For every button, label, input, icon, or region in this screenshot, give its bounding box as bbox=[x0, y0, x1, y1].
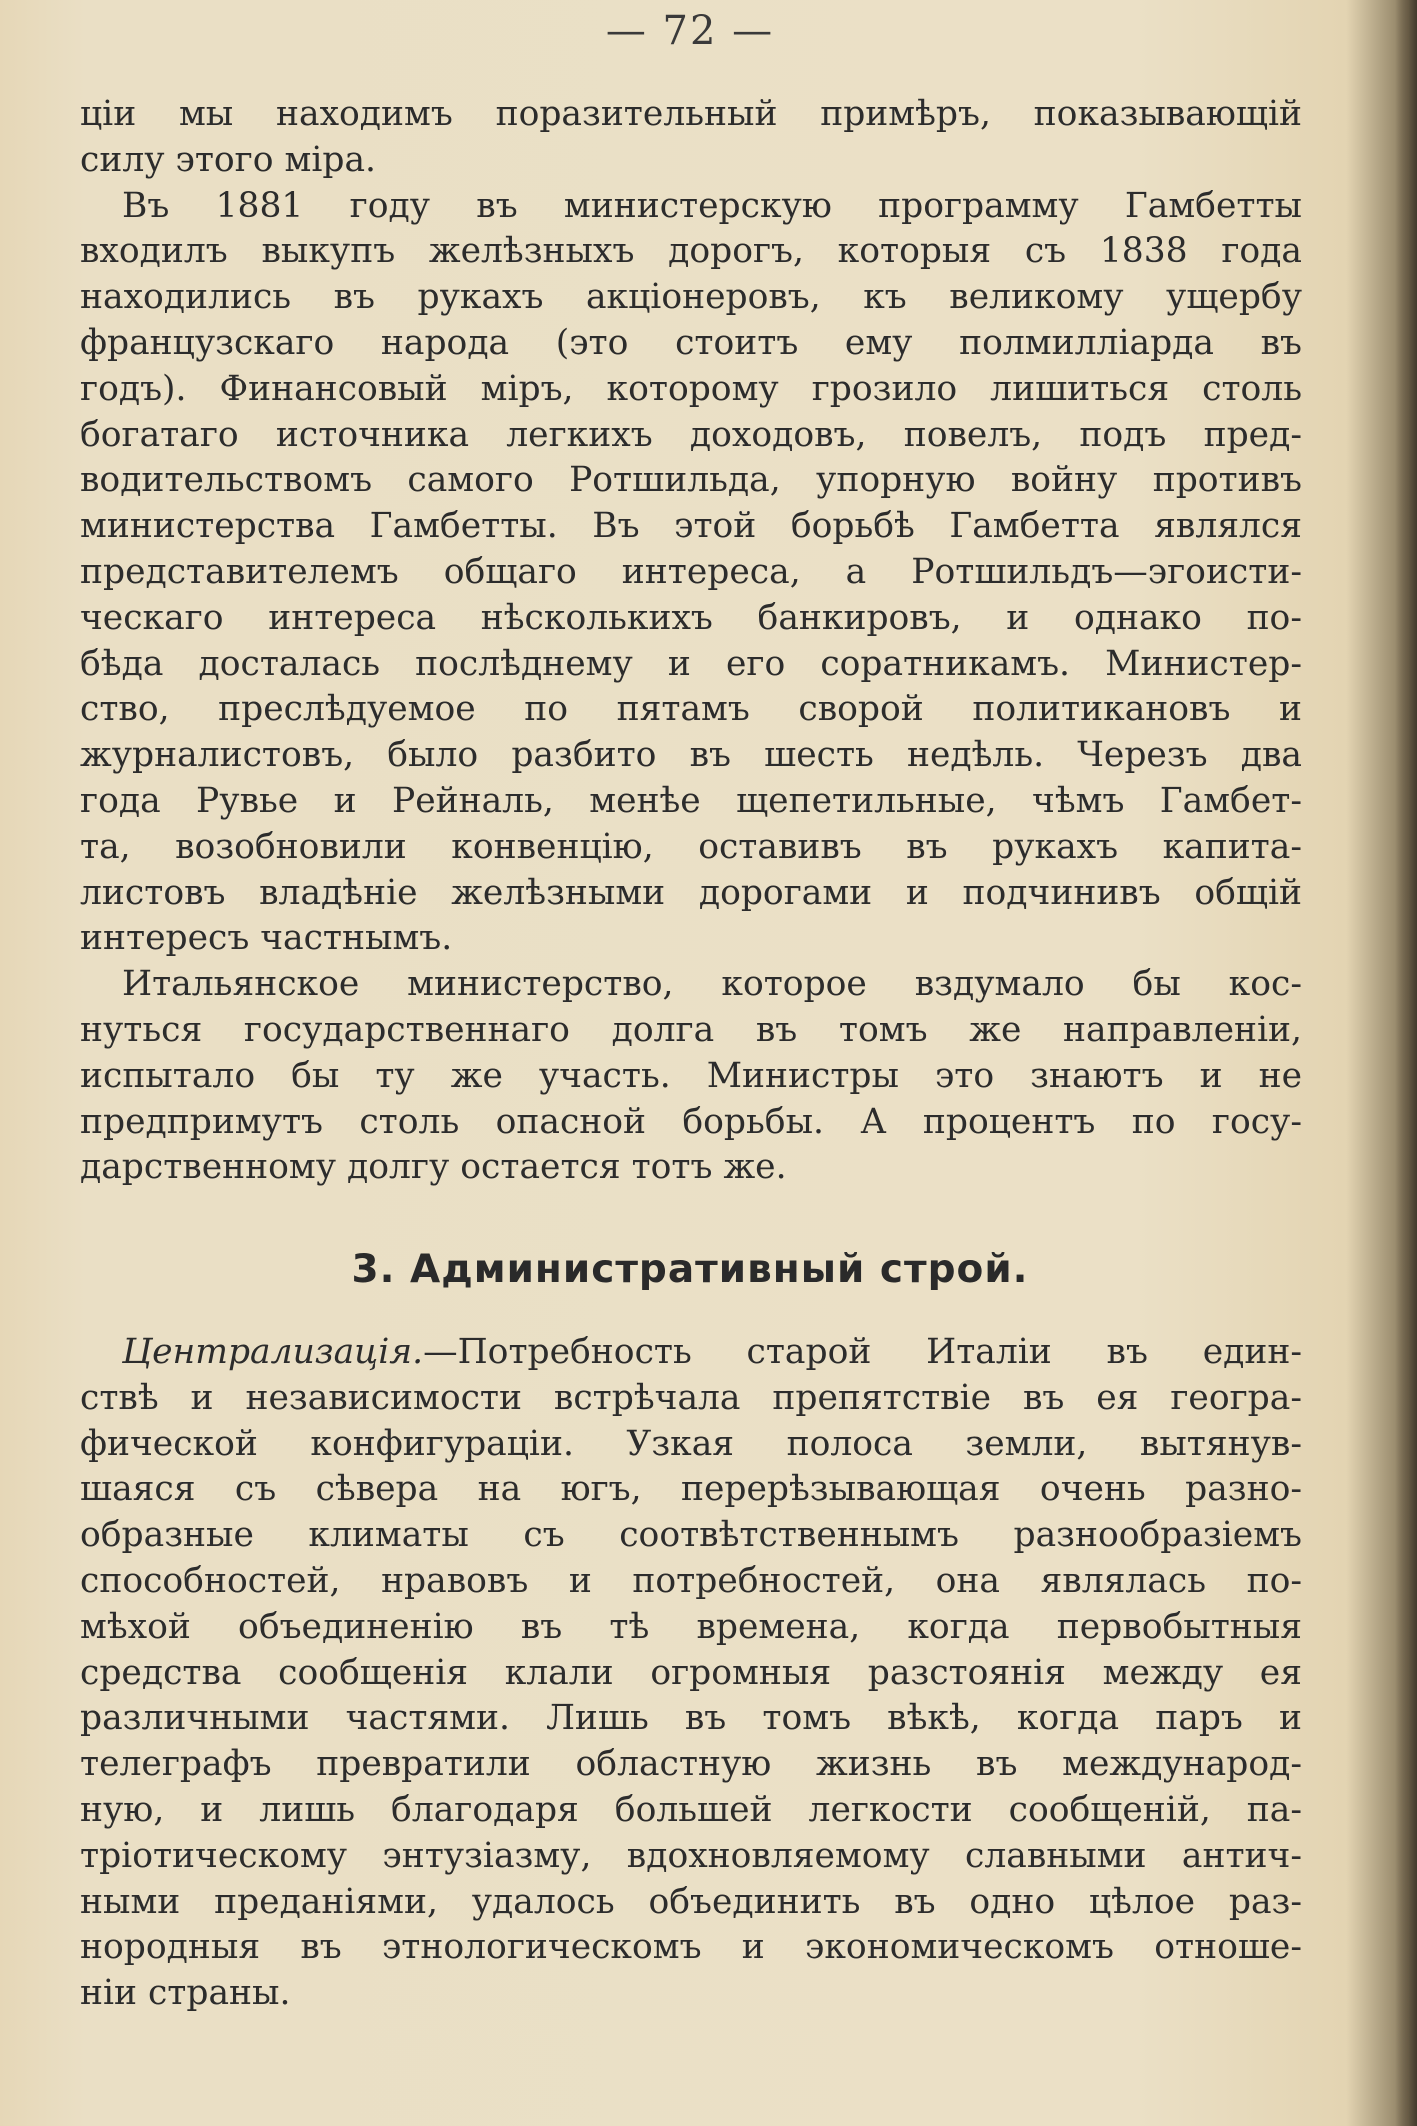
text-line: богатаго источника легкихъ доходовъ, повелъ, подъ пред- bbox=[80, 414, 1302, 455]
text-line: годъ). Финансовый міръ, которому грозило лишиться столь bbox=[80, 368, 1302, 409]
text-line: нуться государственнаго долга въ томъ же направленіи, bbox=[80, 1009, 1302, 1050]
book-spine-shadow bbox=[1395, 0, 1417, 2126]
text-line: ство, преслѣдуемое по пятамъ сворой политикановъ и bbox=[80, 689, 1302, 730]
text-line: средства сообщенія клали огромныя разстоянія между ея bbox=[80, 1652, 1302, 1693]
text-line: Въ 1881 году въ министерскую программу Гамбетты bbox=[122, 185, 1302, 226]
text-line: ными преданіями, удалось объединить въ одно цѣлое раз- bbox=[80, 1881, 1302, 1922]
text-line: входилъ выкупъ желѣзныхъ дорогъ, которыя съ 1838 года bbox=[80, 231, 1302, 272]
text-line: предпримутъ столь опасной борьбы. А процентъ по госу- bbox=[80, 1101, 1302, 1142]
text-line: водительствомъ самого Ротшильда, упорную войну противъ bbox=[80, 460, 1302, 501]
text-line: телеграфъ превратили областную жизнь въ международ- bbox=[80, 1744, 1302, 1785]
text-line: листовъ владѣніе желѣзными дорогами и подчинивъ общій bbox=[80, 872, 1302, 913]
text-line: интересъ частнымъ. bbox=[80, 918, 453, 959]
text-line: ціи мы находимъ поразительный примѣръ, показывающій bbox=[80, 94, 1302, 134]
text-line: шаяся съ сѣвера на югъ, перерѣзывающая очень разно- bbox=[80, 1469, 1302, 1510]
text-line: ніи страны. bbox=[80, 1973, 291, 2014]
section-term: Централизація. bbox=[122, 1332, 424, 1372]
text-line: бѣда досталась послѣднему и его соратникамъ. Министер- bbox=[80, 643, 1302, 684]
text-line: Итальянское министерство, которое вздумало бы кос- bbox=[122, 964, 1302, 1005]
text-line: способностей, нравовъ и потребностей, она являлась по- bbox=[80, 1560, 1302, 1601]
text-line: ческаго интереса нѣсколькихъ банкировъ, и однако по- bbox=[80, 597, 1302, 638]
text-line: министерства Гамбетты. Въ этой борьбѣ Гамбетта являлся bbox=[80, 506, 1302, 547]
text-line: дарственному долгу остается тотъ же. bbox=[80, 1147, 787, 1188]
body-text-top bbox=[80, 92, 1302, 1191]
text-line: находились въ рукахъ акціонеровъ, къ великому ущербу bbox=[80, 277, 1302, 318]
text-line-rest: —Потребность старой Италіи въ един- bbox=[423, 1332, 1302, 1372]
text-line: силу этого міра. bbox=[80, 139, 376, 180]
text-line: различными частями. Лишь въ томъ вѣкѣ, когда паръ и bbox=[80, 1698, 1302, 1739]
text-line: французскаго народа (это стоитъ ему полмилліарда въ bbox=[80, 322, 1302, 363]
text-line: журналистовъ, было разбито въ шесть недѣль. Черезъ два bbox=[80, 735, 1302, 776]
text-line: испытало бы ту же участь. Министры это знаютъ и не bbox=[80, 1055, 1302, 1096]
text-line: фической конфигураціи. Узкая полоса земли, вытянув- bbox=[80, 1423, 1302, 1464]
text-line: образные климаты съ соотвѣтственнымъ разнообразіемъ bbox=[80, 1515, 1302, 1556]
text-line bbox=[80, 1330, 1302, 1376]
text-line: та, возобновили конвенцію, оставивъ въ рукахъ капита- bbox=[80, 826, 1302, 867]
text-line: года Рувье и Рейналь, менѣе щепетильные, чѣмъ Гамбет- bbox=[80, 780, 1302, 821]
text-line: ствѣ и независимости встрѣчала препятствіе въ ея геогра- bbox=[80, 1377, 1302, 1418]
text-line: ную, и лишь благодаря большей легкости сообщеній, па- bbox=[80, 1789, 1302, 1830]
text-line: тріотическому энтузіазму, вдохновляемому славными антич- bbox=[80, 1835, 1302, 1876]
body-text-bottom bbox=[80, 1330, 1302, 2017]
section-heading: 3. Административный строй. bbox=[351, 1247, 1029, 1292]
page-number: — 72 — bbox=[605, 8, 775, 54]
text-line: мѣхой объединенію въ тѣ времена, когда первобытныя bbox=[80, 1606, 1302, 1647]
text-line: нородныя въ этнологическомъ и экономическомъ отноше- bbox=[80, 1927, 1302, 1968]
text-line: представителемъ общаго интереса, а Ротшильдъ—эгоисти- bbox=[80, 551, 1302, 592]
